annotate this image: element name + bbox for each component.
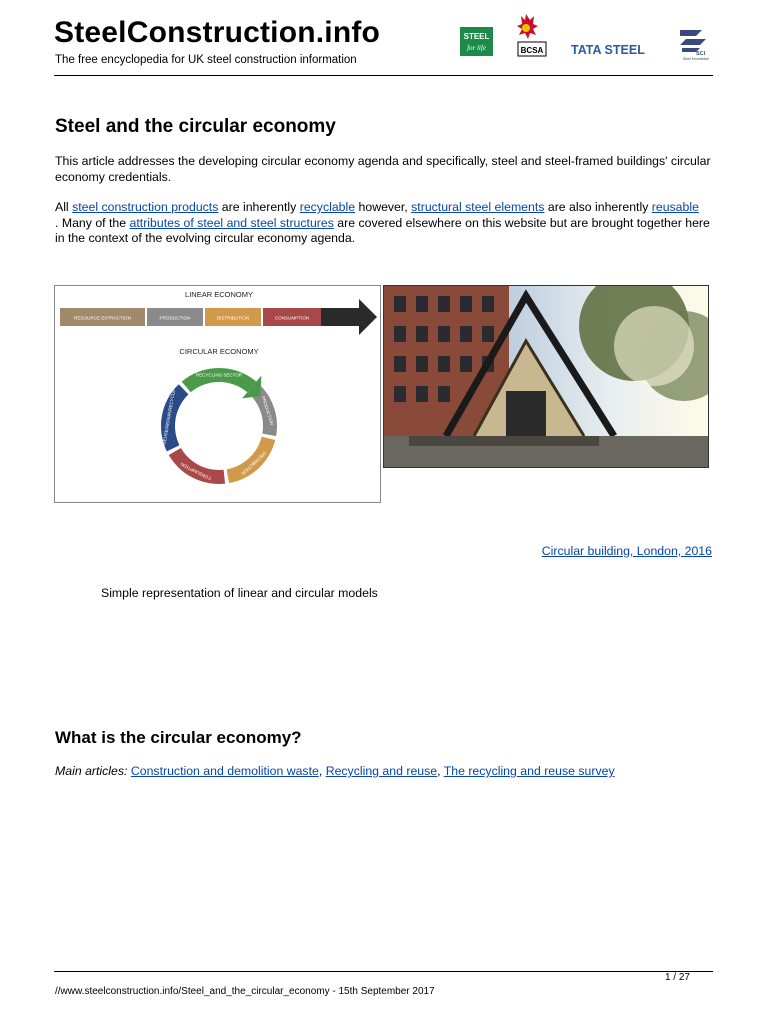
linear-arrow-head — [321, 299, 377, 335]
tata-steel-logo[interactable] — [571, 43, 645, 57]
circular-segment — [227, 437, 276, 483]
link-circular-building[interactable]: Circular building, London, 2016 — [541, 544, 712, 558]
svg-text:Steel Knowledge: Steel Knowledge — [682, 57, 710, 60]
diagram-caption: Simple representation of linear and circular models — [101, 586, 378, 600]
text-span: however, — [355, 200, 412, 214]
photo-illustration — [384, 286, 708, 467]
steel-for-life-logo[interactable] — [460, 27, 493, 56]
svg-text:TATA STEEL: TATA STEEL — [571, 43, 645, 57]
svg-text:SCI: SCI — [696, 51, 706, 57]
circular-segment-label: REUSE/REPAIR/RECYCLE — [161, 389, 177, 445]
link-attributes-of-steel[interactable]: attributes of steel and steel structures — [129, 215, 334, 230]
intro-paragraph: This article addresses the developing circular economy agenda and specifically, steel and steel-framed buildings' circular economy credentials. — [55, 154, 711, 184]
link-structural-steel-elements[interactable]: structural steel elements — [411, 200, 545, 214]
linear-steps — [60, 308, 353, 326]
text-span: are also inherently — [544, 200, 652, 214]
svg-text:STEEL: STEEL — [463, 32, 490, 41]
link-recycling-reuse-survey[interactable]: The recycling and reuse survey — [443, 764, 615, 778]
site-tagline: The free encyclopedia for UK steel construction information — [55, 54, 357, 66]
linear-economy-title: LINEAR ECONOMY — [185, 290, 253, 299]
circular-ring — [161, 368, 277, 484]
bcsa-logo[interactable] — [517, 14, 546, 56]
linear-step-label: PRODUCTION — [159, 315, 191, 321]
linear-step-label: CONSUMPTION — [274, 315, 310, 321]
sci-logo[interactable] — [680, 30, 709, 60]
article-title: Steel and the circular economy — [55, 116, 336, 137]
section-title-what-is: What is the circular economy? — [55, 728, 302, 747]
text-span: are inherently — [218, 200, 300, 214]
separator: , — [437, 764, 444, 778]
header-divider — [54, 75, 713, 76]
link-steel-construction-products[interactable]: steel construction products — [72, 200, 219, 214]
main-articles-label: Main articles: — [55, 764, 131, 778]
circular-segment-label: RECYCLING SECTOR — [195, 372, 243, 378]
separator: , — [318, 764, 326, 778]
link-recycling-and-reuse[interactable]: Recycling and reuse — [325, 764, 438, 778]
circular-segment-label: PRODUCTION — [260, 395, 275, 426]
link-reusable[interactable]: reusable — [651, 200, 699, 214]
site-title[interactable]: SteelConstruction.info — [54, 16, 381, 49]
linear-step-label: RESOURCE EXTRACTION — [74, 315, 131, 321]
footer-url: //www.steelconstruction.info/Steel_and_the_circular_economy - 15th September 2017 — [55, 986, 435, 997]
circular-building-photo[interactable] — [383, 285, 709, 468]
circular-economy-title: CIRCULAR ECONOMY — [179, 347, 259, 356]
footer-divider — [54, 971, 713, 972]
text-span: All — [55, 200, 73, 214]
sponsor-logos — [458, 12, 714, 60]
text-span: . Many of the — [55, 215, 130, 230]
svg-text:for life: for life — [467, 44, 486, 52]
link-recyclable[interactable]: recyclable — [299, 200, 356, 214]
circular-segment-label: DISTRIBUTION — [240, 450, 268, 476]
economy-diagram-figure[interactable] — [54, 285, 381, 503]
circular-segment — [169, 448, 225, 484]
photo-caption[interactable] — [542, 544, 712, 558]
main-articles — [55, 764, 615, 778]
recyclable-paragraph — [55, 200, 715, 247]
link-construction-demolition-waste[interactable]: Construction and demolition waste — [130, 764, 319, 778]
svg-text:BCSA: BCSA — [520, 46, 544, 55]
circular-segment-label: CONSUMPTION — [179, 461, 213, 482]
linear-step-label: DISTRIBUTION — [216, 315, 250, 321]
page-number: 1 / 27 — [664, 972, 690, 983]
economy-diagram — [55, 286, 380, 502]
text-span: are covered elsewhere on this website but are brought together here in the context of the evolving circular economy agenda. — [55, 215, 710, 245]
